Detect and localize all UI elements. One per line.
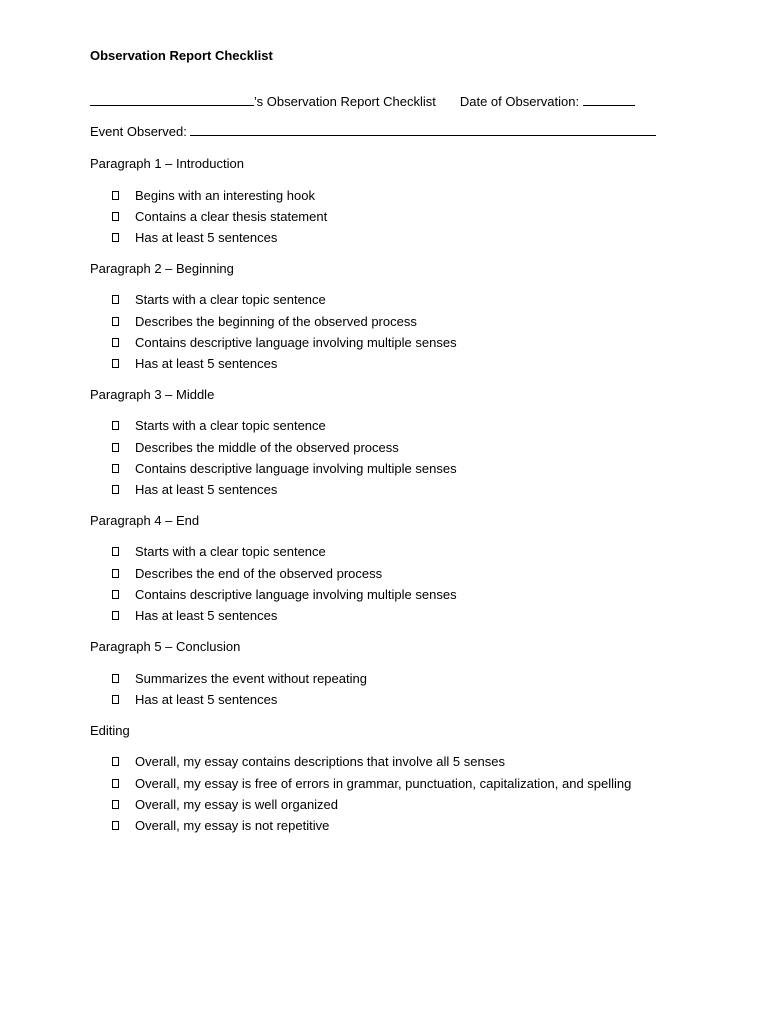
checklist-item-label: Overall, my essay is free of errors in grammar, punctuation, capitalization, and spelling (135, 776, 632, 791)
checkbox[interactable] (112, 485, 119, 494)
checklist-item-label: Contains descriptive language involving multiple senses (135, 587, 457, 602)
checkbox[interactable] (112, 757, 119, 766)
checklist-item-label: Has at least 5 sentences (135, 608, 278, 623)
checkbox[interactable] (112, 212, 119, 221)
checkbox[interactable] (112, 233, 119, 242)
checkbox[interactable] (112, 695, 119, 704)
section-heading: Paragraph 1 – Introduction (90, 156, 244, 171)
checklist-item-label: Starts with a clear topic sentence (135, 418, 326, 433)
header-line (90, 93, 635, 111)
checklist-item-label: Overall, my essay contains descriptions that involve all 5 senses (135, 754, 505, 769)
checkbox[interactable] (112, 821, 119, 830)
checklist-item-label: Has at least 5 sentences (135, 230, 278, 245)
section-heading: Paragraph 2 – Beginning (90, 261, 234, 276)
checklist-item-label: Has at least 5 sentences (135, 356, 278, 371)
event-line (90, 123, 656, 141)
checklist-item-label: Contains descriptive language involving multiple senses (135, 335, 457, 350)
checkbox[interactable] (112, 569, 119, 578)
checklist-item-label: Contains a clear thesis statement (135, 209, 328, 224)
checkbox[interactable] (112, 191, 119, 200)
checkbox[interactable] (112, 547, 119, 556)
checklist-item-label: Overall, my essay is well organized (135, 797, 339, 812)
date-label: Date of Observation: (459, 94, 580, 109)
checkbox[interactable] (112, 317, 119, 326)
section-heading: Paragraph 3 – Middle (90, 387, 215, 402)
name-blank[interactable] (90, 93, 254, 106)
checklist-item-label: Describes the end of the observed process (135, 566, 383, 581)
checklist-item-label: Has at least 5 sentences (135, 692, 278, 707)
checkbox[interactable] (112, 359, 119, 368)
checkbox[interactable] (112, 590, 119, 599)
checklist-item-label: Has at least 5 sentences (135, 482, 278, 497)
checkbox[interactable] (112, 779, 119, 788)
section-heading: Paragraph 4 – End (90, 513, 200, 528)
checkbox[interactable] (112, 800, 119, 809)
event-label: Event Observed: (90, 124, 187, 139)
checkbox[interactable] (112, 338, 119, 347)
checklist-item-label: Starts with a clear topic sentence (135, 544, 326, 559)
checkbox[interactable] (112, 295, 119, 304)
checklist-item-label: Begins with an interesting hook (135, 188, 315, 203)
event-blank[interactable] (190, 123, 656, 136)
checklist-item-label: Summarizes the event without repeating (135, 671, 367, 686)
header-suffix: ’s Observation Report Checklist (254, 94, 436, 109)
checklist-item-label: Overall, my essay is not repetitive (135, 818, 330, 833)
checkbox[interactable] (112, 443, 119, 452)
checkbox[interactable] (112, 611, 119, 620)
section-heading: Paragraph 5 – Conclusion (90, 639, 241, 654)
checkbox[interactable] (112, 421, 119, 430)
section-heading: Editing (90, 723, 130, 738)
checkbox[interactable] (112, 674, 119, 683)
date-blank[interactable] (583, 93, 635, 106)
checklist-item-label: Describes the middle of the observed process (135, 440, 399, 455)
checklist-item-label: Describes the beginning of the observed process (135, 314, 417, 329)
checkbox[interactable] (112, 464, 119, 473)
checklist-item-label: Contains descriptive language involving multiple senses (135, 461, 457, 476)
document-title: Observation Report Checklist (90, 48, 273, 63)
checklist-item-label: Starts with a clear topic sentence (135, 292, 326, 307)
